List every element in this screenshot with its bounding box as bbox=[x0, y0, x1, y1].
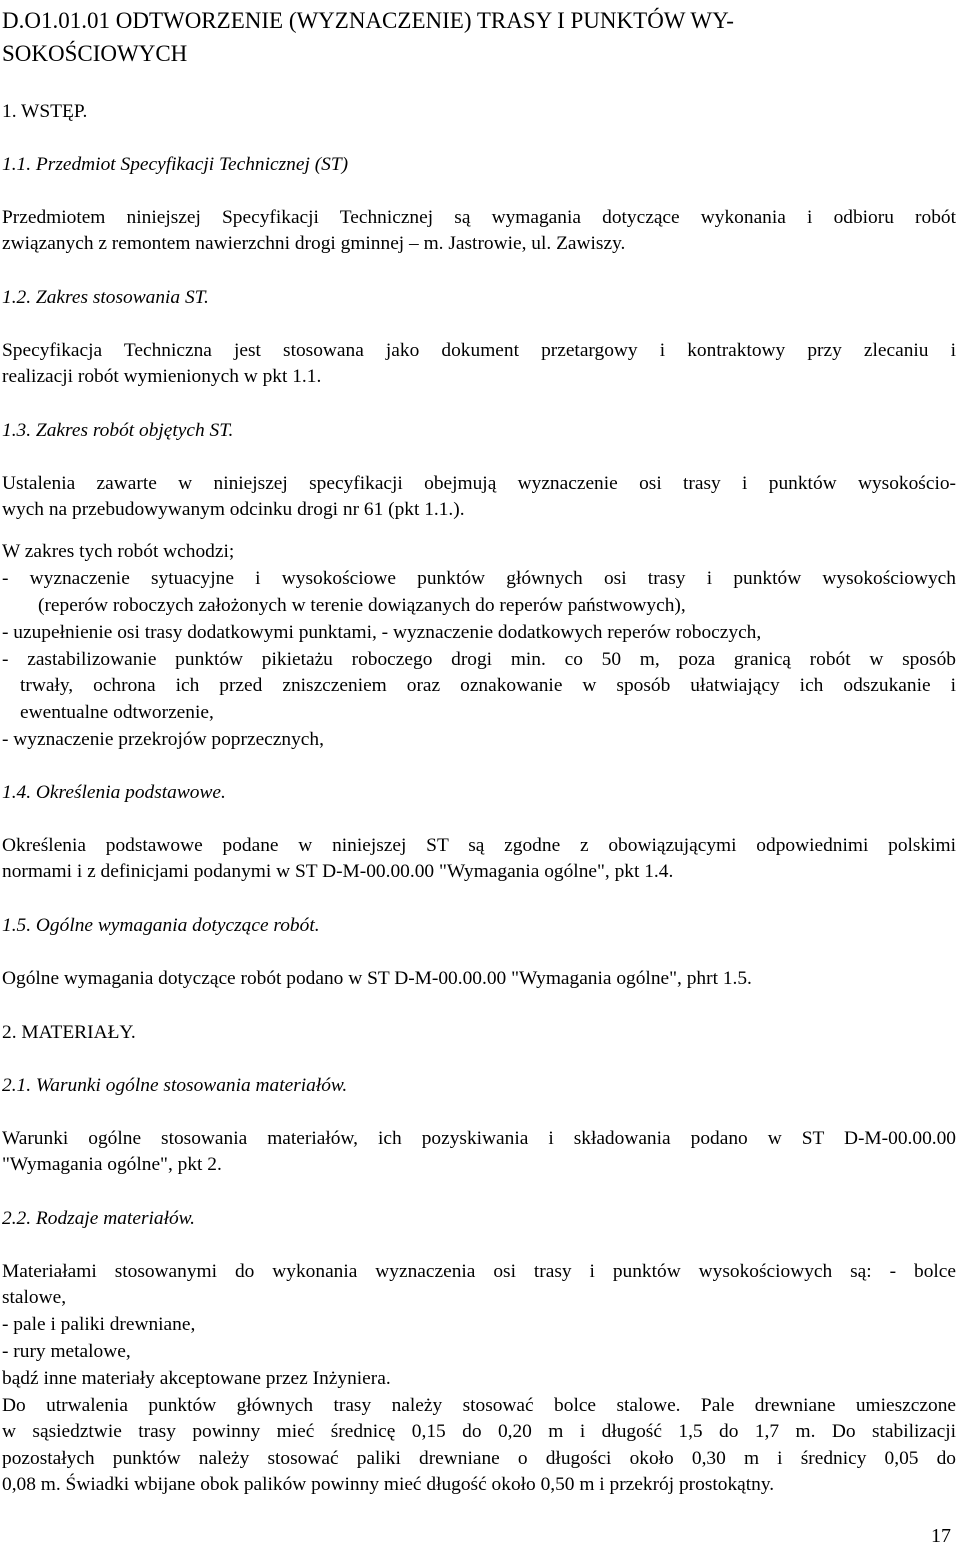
scope-list-item-1-continued: (reperów roboczych założonych w terenie dowiązanych do reperów państwowych), bbox=[38, 595, 686, 616]
document-title-line-1: D.O1.01.01 ODTWORZENIE (WYZNACZENIE) TRASY I PUNKTÓW WY- bbox=[2, 8, 734, 33]
paragraph-2-1-line-1: Warunki ogólne stosowania materiałów, ich pozyskiwania i składowania podano w ST D-M-00.00.00 bbox=[2, 1128, 956, 1149]
paragraph-2-2-line-6: Do utrwalenia punktów głównych trasy należy stosować bolce stalowe. Pale drewniane umieszczone bbox=[2, 1395, 956, 1416]
paragraph-1-2-line-1: Specyfikacja Techniczna jest stosowana jako dokument przetargowy i kontraktowy przy zlecaniu i bbox=[2, 340, 956, 361]
subsection-heading-2-2: 2.2. Rodzaje materiałów. bbox=[2, 1208, 195, 1229]
paragraph-1-2-line-2: realizacji robót wymienionych w pkt 1.1. bbox=[2, 366, 322, 387]
section-heading-2: 2. MATERIAŁY. bbox=[2, 1022, 136, 1043]
section-heading-1: 1. WSTĘP. bbox=[2, 101, 88, 122]
subsection-heading-1-4: 1.4. Określenia podstawowe. bbox=[2, 782, 226, 803]
paragraph-1-5-line-1: Ogólne wymagania dotyczące robót podano w ST D-M-00.00.00 "Wymagania ogólne", phrt 1.5. bbox=[2, 968, 752, 989]
document-title-line-2: SOKOŚCIOWYCH bbox=[2, 41, 188, 66]
page-number: 17 bbox=[931, 1525, 951, 1547]
paragraph-2-2-line-1: Materiałami stosowanymi do wykonania wyznaczenia osi trasy i punktów wysokościowych są: - bolce bbox=[2, 1261, 956, 1282]
subsection-heading-2-1: 2.1. Warunki ogólne stosowania materiałów. bbox=[2, 1075, 348, 1096]
subsection-heading-1-3: 1.3. Zakres robót objętych ST. bbox=[2, 420, 234, 441]
paragraph-2-1-line-2: "Wymagania ogólne", pkt 2. bbox=[2, 1154, 222, 1175]
paragraph-2-2-line-9: 0,08 m. Świadki wbijane obok palików powinny mieć długość około 0,50 m i przekrój prostokątny. bbox=[2, 1474, 775, 1495]
subsection-heading-1-5: 1.5. Ogólne wymagania dotyczące robót. bbox=[2, 915, 320, 936]
paragraph-1-1-line-1: Przedmiotem niniejszej Specyfikacji Technicznej są wymagania dotyczące wykonania i odbioru robót bbox=[2, 207, 956, 228]
subsection-heading-1-2: 1.2. Zakres stosowania ST. bbox=[2, 287, 209, 308]
materials-list-item-2: - rury metalowe, bbox=[2, 1341, 131, 1362]
paragraph-2-2-line-8: pozostałych punktów należy stosować paliki drewniane o długości około 0,30 m i średnicy 0,05 do bbox=[2, 1448, 956, 1469]
scope-list-item-3-continued: trwały, ochrona ich przed zniszczeniem oraz oznakowanie w sposób ułatwiający ich odszukanie i bbox=[20, 675, 956, 696]
scope-list-item-1: - wyznaczenie sytuacyjne i wysokościowe punktów głównych osi trasy i punktów wysokościowych bbox=[2, 568, 956, 589]
paragraph-2-2-line-7: w sąsiedztwie trasy powinny mieć średnicę 0,15 do 0,20 m i długość 1,5 do 1,7 m. Do stabilizacji bbox=[2, 1421, 956, 1442]
paragraph-1-4-line-1: Określenia podstawowe podane w niniejszej ST są zgodne z obowiązującymi odpowiednimi polskimi bbox=[2, 835, 956, 856]
scope-list-item-3: - zastabilizowanie punktów pikietażu roboczego drogi min. co 50 m, poza granicą robót w sposób bbox=[2, 649, 956, 670]
paragraph-1-3-line-2: wych na przebudowywanym odcinku drogi nr 61 (pkt 1.1.). bbox=[2, 499, 465, 520]
paragraph-2-2-line-5: bądź inne materiały akceptowane przez Inżyniera. bbox=[2, 1368, 391, 1389]
scope-list-item-3-end: ewentualne odtworzenie, bbox=[20, 702, 214, 723]
paragraph-1-1-line-2: związanych z remontem nawierzchni drogi gminnej – m. Jastrowie, ul. Zawiszy. bbox=[2, 233, 626, 254]
scope-list-item-2: - uzupełnienie osi trasy dodatkowymi punktami, - wyznaczenie dodatkowych reperów roboczych, bbox=[2, 622, 762, 643]
paragraph-1-4-line-2: normami i z definicjami podanymi w ST D-M-00.00.00 "Wymagania ogólne", pkt 1.4. bbox=[2, 861, 674, 882]
paragraph-1-3-line-1: Ustalenia zawarte w niniejszej specyfikacji obejmują wyznaczenie osi trasy i punktów wysokościo- bbox=[2, 473, 956, 494]
scope-list-intro: W zakres tych robót wchodzi; bbox=[2, 541, 235, 562]
paragraph-2-2-line-2: stalowe, bbox=[2, 1287, 67, 1308]
subsection-heading-1-1: 1.1. Przedmiot Specyfikacji Technicznej (ST) bbox=[2, 154, 349, 175]
materials-list-item-1: - pale i paliki drewniane, bbox=[2, 1314, 196, 1335]
scope-list-item-4: - wyznaczenie przekrojów poprzecznych, bbox=[2, 729, 324, 750]
